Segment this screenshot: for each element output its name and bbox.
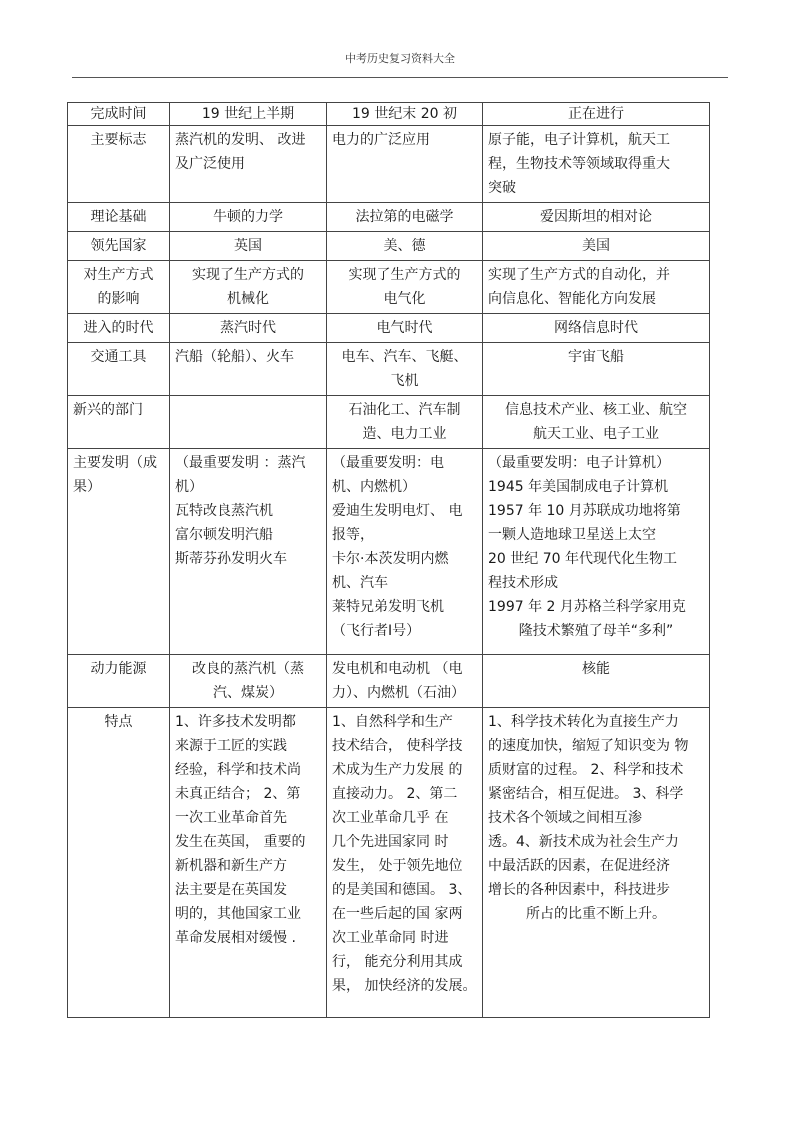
cell-text-line: 1957 年 10 月苏联成功地将第 (488, 503, 681, 519)
table-header-row (68, 103, 710, 126)
table-cell (327, 232, 483, 261)
column-header: 完成时间 (68, 103, 170, 126)
table-cell (170, 126, 327, 203)
cell-text-line: 蒸汽时代 (220, 320, 276, 336)
cell-text-line: 程技术形成 (488, 575, 558, 591)
cell-text-line: 机、汽车 (332, 575, 388, 591)
cell-text-line: 突破 (488, 180, 516, 196)
table-cell (483, 232, 710, 261)
table-cell (483, 314, 710, 343)
cell-text-line: 程，生物技术等领域取得重大 (488, 156, 670, 172)
page-header-title: 中考历史复习资料大全 (345, 52, 455, 65)
cell-text-line: 来源于工匠的实践 (175, 738, 287, 754)
cell-text-line: 技术结合， 使科学技 (332, 738, 463, 754)
table-cell (170, 314, 327, 343)
column-header: 19 世纪末 20 初 (327, 103, 483, 126)
row-label-cell (68, 126, 170, 203)
cell-text-line: 莱特兄弟发明飞机 (332, 599, 444, 615)
cell-text-line: 次工业革命同 时进 (332, 930, 449, 946)
cell-text-line: 一颗人造地球卫星送上太空 (488, 527, 656, 543)
table-cell (483, 449, 710, 655)
cell-text-line: 石油化工、汽车制 (348, 402, 461, 418)
table-cell (483, 261, 710, 314)
cell-text-line: 改良的蒸汽机（蒸 (192, 661, 304, 677)
cell-text-line: 质财富的过程。 2、科学和技术 (488, 762, 684, 778)
cell-text-line: 交通工具 (90, 349, 147, 365)
cell-text-line: （最重要发明：电 (332, 455, 444, 471)
cell-text-line: 实现了生产方式的自动化，并 (488, 267, 670, 283)
cell-text-line: 经验，科学和技术尚 (175, 762, 301, 778)
cell-text-line: 法主要是在英国发 (175, 882, 287, 898)
cell-text-line: 明的，其他国家工业 (175, 906, 301, 922)
cell-text-line: 航天工业、电子工业 (533, 426, 659, 442)
cell-text-line: 领先国家 (90, 238, 147, 254)
table-cell (170, 261, 327, 314)
cell-text-line: 牛顿的力学 (213, 209, 283, 225)
table-row (68, 655, 710, 708)
cell-text-line: 行， 能充分利用其成 (332, 954, 463, 970)
cell-text-line: 进入的时代 (83, 320, 154, 336)
cell-text-line: 果， 加快经济的发展。 (332, 978, 477, 994)
table-row (68, 314, 710, 343)
table-cell (170, 343, 327, 396)
cell-text-line: 原子能，电子计算机，航天工 (488, 132, 670, 148)
cell-text-line: 理论基础 (90, 209, 147, 225)
cell-text-line: 爱迪生发明电灯、 电 (332, 503, 463, 519)
column-header: 正在进行 (483, 103, 710, 126)
cell-text-line: 紧密结合，相互促进。 3、科学 (488, 786, 684, 802)
cell-text-line: （最重要发明 ：蒸汽 (175, 455, 306, 471)
cell-text-line: 直接动力。 2、第二 (332, 786, 458, 802)
cell-text-line: 力）、内燃机（石油） (332, 685, 465, 701)
cell-text-line: 富尔顿发明汽船 (175, 527, 273, 543)
cell-text-line: 果） (73, 479, 101, 495)
cell-text-line: 造、电力工业 (362, 426, 447, 442)
cell-text-line: 电车、汽车、飞艇、 (341, 349, 468, 365)
history-comparison-table (67, 102, 710, 1018)
table-row (68, 261, 710, 314)
cell-text-line: 汽船（轮船）、火车 (175, 349, 294, 365)
cell-text-line: 的影响 (97, 291, 140, 307)
cell-text-line: 飞机 (390, 373, 419, 389)
table-cell (327, 396, 483, 449)
table-cell (327, 126, 483, 203)
table-cell (483, 708, 710, 1018)
cell-text-line: 美国 (582, 238, 610, 254)
cell-text-line: 中最活跃的因素，在促进经济 (488, 858, 670, 874)
cell-text-line: 宇宙飞船 (568, 349, 624, 365)
cell-text-line: 革命发展相对缓慢 . (175, 930, 296, 946)
table-cell (170, 449, 327, 655)
row-label-cell (68, 203, 170, 232)
cell-text-line: 蒸汽机的发明、 改进 (175, 132, 306, 148)
cell-text-line: 增长的各种因素中，科技进步 (488, 882, 670, 898)
cell-text-line: 机） (175, 479, 203, 495)
cell-text-line: 技术各个领域之间相互渗 (488, 810, 642, 826)
cell-text-line: （最重要发明：电子计算机） (488, 455, 670, 471)
column-header: 19 世纪上半期 (170, 103, 327, 126)
row-label-cell (68, 449, 170, 655)
cell-text-line: 1945 年美国制成电子计算机 (488, 479, 669, 495)
table-row (68, 203, 710, 232)
cell-text-line: 隆技术繁殖了母羊“多利” (518, 623, 674, 639)
cell-text-line: 未真正结合； 2、第 (175, 786, 301, 802)
table-cell (327, 655, 483, 708)
cell-text-line: 特点 (104, 714, 133, 730)
cell-text-line: 发生， 处于领先地位 (332, 858, 463, 874)
cell-text-line: 几个先进国家同 时 (332, 834, 449, 850)
table-row (68, 126, 710, 203)
cell-text-line: 电力的广泛应用 (332, 132, 430, 148)
table-cell (327, 708, 483, 1018)
cell-text-line: 1、自然科学和生产 (332, 714, 453, 730)
cell-text-line: 网络信息时代 (554, 320, 638, 336)
cell-text-line: 所占的比重不断上升。 (526, 906, 666, 922)
table-cell (170, 708, 327, 1018)
cell-text-line: 电气时代 (376, 320, 433, 336)
cell-text-line: 动力能源 (90, 661, 147, 677)
cell-text-line: 术成为生产力发展 的 (332, 762, 463, 778)
table-cell (327, 203, 483, 232)
table-cell (483, 655, 710, 708)
cell-text-line: 的速度加快，缩短了知识变为 物 (488, 738, 689, 754)
cell-text-line: 发电机和电动机 （电 (332, 661, 463, 677)
cell-text-line: 主要发明（成 (73, 455, 157, 471)
table-cell (483, 203, 710, 232)
row-label-cell (68, 314, 170, 343)
table-cell (483, 343, 710, 396)
cell-text-line: 的是美国和德国。 3、 (332, 882, 472, 898)
table-cell (483, 126, 710, 203)
table-cell (327, 449, 483, 655)
table-cell (170, 203, 327, 232)
cell-text-line: 电气化 (383, 291, 426, 307)
table-cell (327, 343, 483, 396)
table-cell (170, 655, 327, 708)
cell-text-line: 对生产方式 (83, 267, 154, 283)
cell-text-line: 实现了生产方式的 (348, 267, 461, 283)
table-cell (170, 232, 327, 261)
cell-text-line: 信息技术产业、核工业、航空 (505, 402, 687, 418)
row-label-cell (68, 232, 170, 261)
cell-text-line: 在一些后起的国 家两 (332, 906, 463, 922)
cell-text-line: 报等， (332, 527, 374, 543)
cell-text-line: 汽、煤炭） (213, 685, 283, 701)
table-cell (327, 261, 483, 314)
cell-text-line: 次工业革命几乎 在 (332, 810, 449, 826)
table-cell (483, 396, 710, 449)
cell-text-line: 1、许多技术发明都 (175, 714, 296, 730)
cell-text-line: 美、德 (383, 238, 426, 254)
cell-text-line: 机、内燃机） (332, 479, 416, 495)
row-label-cell (68, 655, 170, 708)
cell-text-line: 新兴的部门 (73, 402, 143, 418)
cell-text-line: 核能 (582, 661, 610, 677)
cell-text-line: 向信息化、智能化方向发展 (488, 291, 656, 307)
cell-text-line: 爱因斯坦的相对论 (540, 209, 652, 225)
cell-text-line: 实现了生产方式的 (192, 267, 304, 283)
cell-text-line: 法拉第的电磁学 (355, 209, 454, 225)
row-label-cell (68, 343, 170, 396)
table-row (68, 343, 710, 396)
table-row (68, 396, 710, 449)
cell-text-line: 及广泛使用 (175, 156, 245, 172)
row-label-cell (68, 396, 170, 449)
cell-text-line: 1、科学技术转化为直接生产力 (488, 714, 679, 730)
cell-text-line: 主要标志 (90, 132, 147, 148)
cell-text-line: 1997 年 2 月苏格兰科学家用克 (488, 599, 686, 615)
cell-text-line: 卡尔·本茨发明内燃 (332, 551, 449, 567)
cell-text-line: 斯蒂芬孙发明火车 (175, 551, 287, 567)
table-row (68, 708, 710, 1018)
cell-text-line: 透。4、新技术成为社会生产力 (488, 834, 679, 850)
cell-text-line: 英国 (234, 238, 262, 254)
table-row (68, 449, 710, 655)
header-divider (72, 77, 728, 78)
cell-text-line: （飞行者Ⅰ号） (332, 623, 421, 639)
cell-text-line: 瓦特改良蒸汽机 (175, 503, 273, 519)
table-row (68, 232, 710, 261)
table-cell (327, 314, 483, 343)
cell-text-line: 机械化 (227, 291, 269, 307)
table-cell (170, 396, 327, 449)
row-label-cell (68, 261, 170, 314)
cell-text-line: 一次工业革命首先 (175, 810, 287, 826)
cell-text-line: 发生在英国， 重要的 (175, 834, 306, 850)
cell-text-line: 20 世纪 70 年代现代化生物工 (488, 551, 677, 567)
row-label-cell (68, 708, 170, 1018)
cell-text-line: 新机器和新生产方 (175, 858, 287, 874)
